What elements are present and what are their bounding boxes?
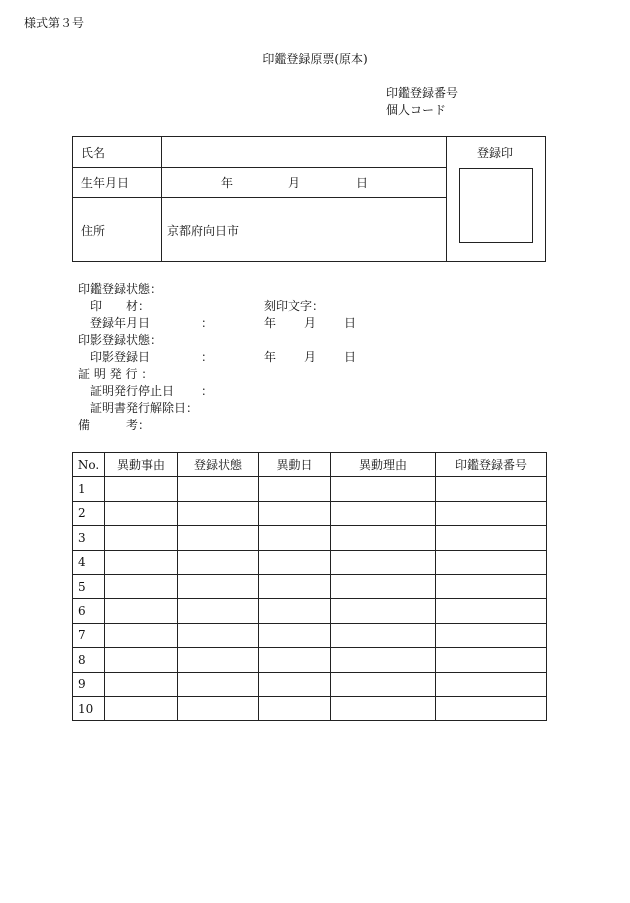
birthdate-day: 日 (356, 176, 369, 190)
registration-date-label: 登録年月日 (90, 316, 151, 330)
history-table (72, 452, 547, 721)
address-value: 京都府向日市 (167, 224, 240, 238)
table-cell (331, 526, 436, 550)
birthdate-month: 月 (288, 176, 301, 190)
table-cell (105, 477, 178, 501)
row-number: 10 (73, 696, 105, 720)
registrant-table (72, 136, 546, 262)
table-cell (436, 526, 547, 550)
table-cell (331, 477, 436, 501)
registration-date-month: 月 (304, 316, 317, 330)
table-cell (178, 648, 259, 672)
table-cell (436, 672, 547, 696)
table-cell (105, 672, 178, 696)
column-header-seal-number: 印鑑登録番号 (436, 453, 547, 477)
table-cell (178, 501, 259, 525)
table-row (73, 599, 547, 623)
impression-date-colon: ： (201, 350, 214, 364)
registration-number-label: 印鑑登録番号 (386, 86, 459, 100)
column-header-registration-status: 登録状態 (178, 453, 259, 477)
registration-date-colon: ： (201, 316, 214, 330)
certificate-stop-colon: ： (201, 384, 214, 398)
table-cell (178, 696, 259, 720)
table-cell (331, 672, 436, 696)
table-row (73, 648, 547, 672)
table-cell (436, 623, 547, 647)
table-cell (331, 550, 436, 574)
table-cell (436, 501, 547, 525)
table-cell (259, 648, 331, 672)
impression-date-day: 日 (344, 350, 357, 364)
table-cell (105, 648, 178, 672)
table-cell (436, 574, 547, 598)
table-cell (178, 574, 259, 598)
table-cell (331, 623, 436, 647)
table-cell (436, 599, 547, 623)
impression-date-month: 月 (304, 350, 317, 364)
table-cell (259, 574, 331, 598)
table-cell (259, 696, 331, 720)
certificate-release-label: 証明書発行解除日： (90, 401, 199, 415)
table-cell (331, 574, 436, 598)
table-cell (259, 526, 331, 550)
table-cell (105, 599, 178, 623)
column-header-change-date: 異動日 (259, 453, 331, 477)
name-label: 氏名 (81, 146, 106, 160)
impression-status-label: 印影登録状態： (78, 333, 163, 347)
divider (161, 137, 162, 261)
row-number: 2 (73, 501, 105, 525)
row-number: 7 (73, 623, 105, 647)
table-cell (105, 574, 178, 598)
table-cell (178, 526, 259, 550)
column-header-no: No. (73, 453, 105, 477)
address-label: 住所 (81, 224, 106, 238)
divider (73, 197, 446, 198)
table-row (73, 672, 547, 696)
seal-status-label: 印鑑登録状態： (78, 282, 163, 296)
table-row (73, 526, 547, 550)
engraving-label: 刻印文字： (264, 299, 325, 313)
table-cell (436, 477, 547, 501)
column-header-change-reason: 異動理由 (331, 453, 436, 477)
row-number: 5 (73, 574, 105, 598)
divider (73, 167, 446, 168)
divider (446, 137, 447, 261)
form-number: 様式第３号 (24, 16, 85, 30)
table-cell (259, 623, 331, 647)
table-row (73, 501, 547, 525)
table-cell (178, 672, 259, 696)
certificate-stop-label: 証明発行停止日 (90, 384, 175, 398)
row-number: 1 (73, 477, 105, 501)
table-cell (331, 648, 436, 672)
table-header-row (73, 453, 547, 477)
table-cell (105, 526, 178, 550)
impression-date-label: 印影登録日 (90, 350, 151, 364)
row-number: 3 (73, 526, 105, 550)
material-label: 印 材： (90, 299, 151, 313)
table-cell (178, 477, 259, 501)
seal-impression-box (459, 168, 533, 243)
table-cell (105, 623, 178, 647)
table-cell (331, 696, 436, 720)
table-cell (436, 696, 547, 720)
table-cell (105, 696, 178, 720)
impression-date-year: 年 (264, 350, 277, 364)
table-cell (259, 550, 331, 574)
table-cell (178, 623, 259, 647)
table-row (73, 696, 547, 720)
registration-date-day: 日 (344, 316, 357, 330)
table-cell (259, 672, 331, 696)
table-cell (259, 477, 331, 501)
table-cell (105, 501, 178, 525)
table-cell (105, 550, 178, 574)
row-number: 8 (73, 648, 105, 672)
table-row (73, 477, 547, 501)
document-title: 印鑑登録原票(原本) (262, 52, 368, 66)
table-cell (259, 599, 331, 623)
table-cell (331, 599, 436, 623)
table-cell (178, 550, 259, 574)
row-number: 4 (73, 550, 105, 574)
certificate-issue-label: 証 明 発 行 ： (78, 367, 154, 381)
registered-seal-label: 登録印 (477, 146, 514, 160)
personal-code-label: 個人コード (386, 103, 447, 117)
table-row (73, 550, 547, 574)
table-cell (436, 550, 547, 574)
row-number: 6 (73, 599, 105, 623)
registration-date-year: 年 (264, 316, 277, 330)
table-row (73, 623, 547, 647)
birthdate-label: 生年月日 (81, 176, 130, 190)
birthdate-year: 年 (221, 176, 234, 190)
row-number: 9 (73, 672, 105, 696)
table-cell (436, 648, 547, 672)
table-cell (331, 501, 436, 525)
table-cell (178, 599, 259, 623)
table-cell (259, 501, 331, 525)
remarks-label: 備 考： (78, 418, 151, 432)
table-row (73, 574, 547, 598)
column-header-change-reason-type: 異動事由 (105, 453, 178, 477)
